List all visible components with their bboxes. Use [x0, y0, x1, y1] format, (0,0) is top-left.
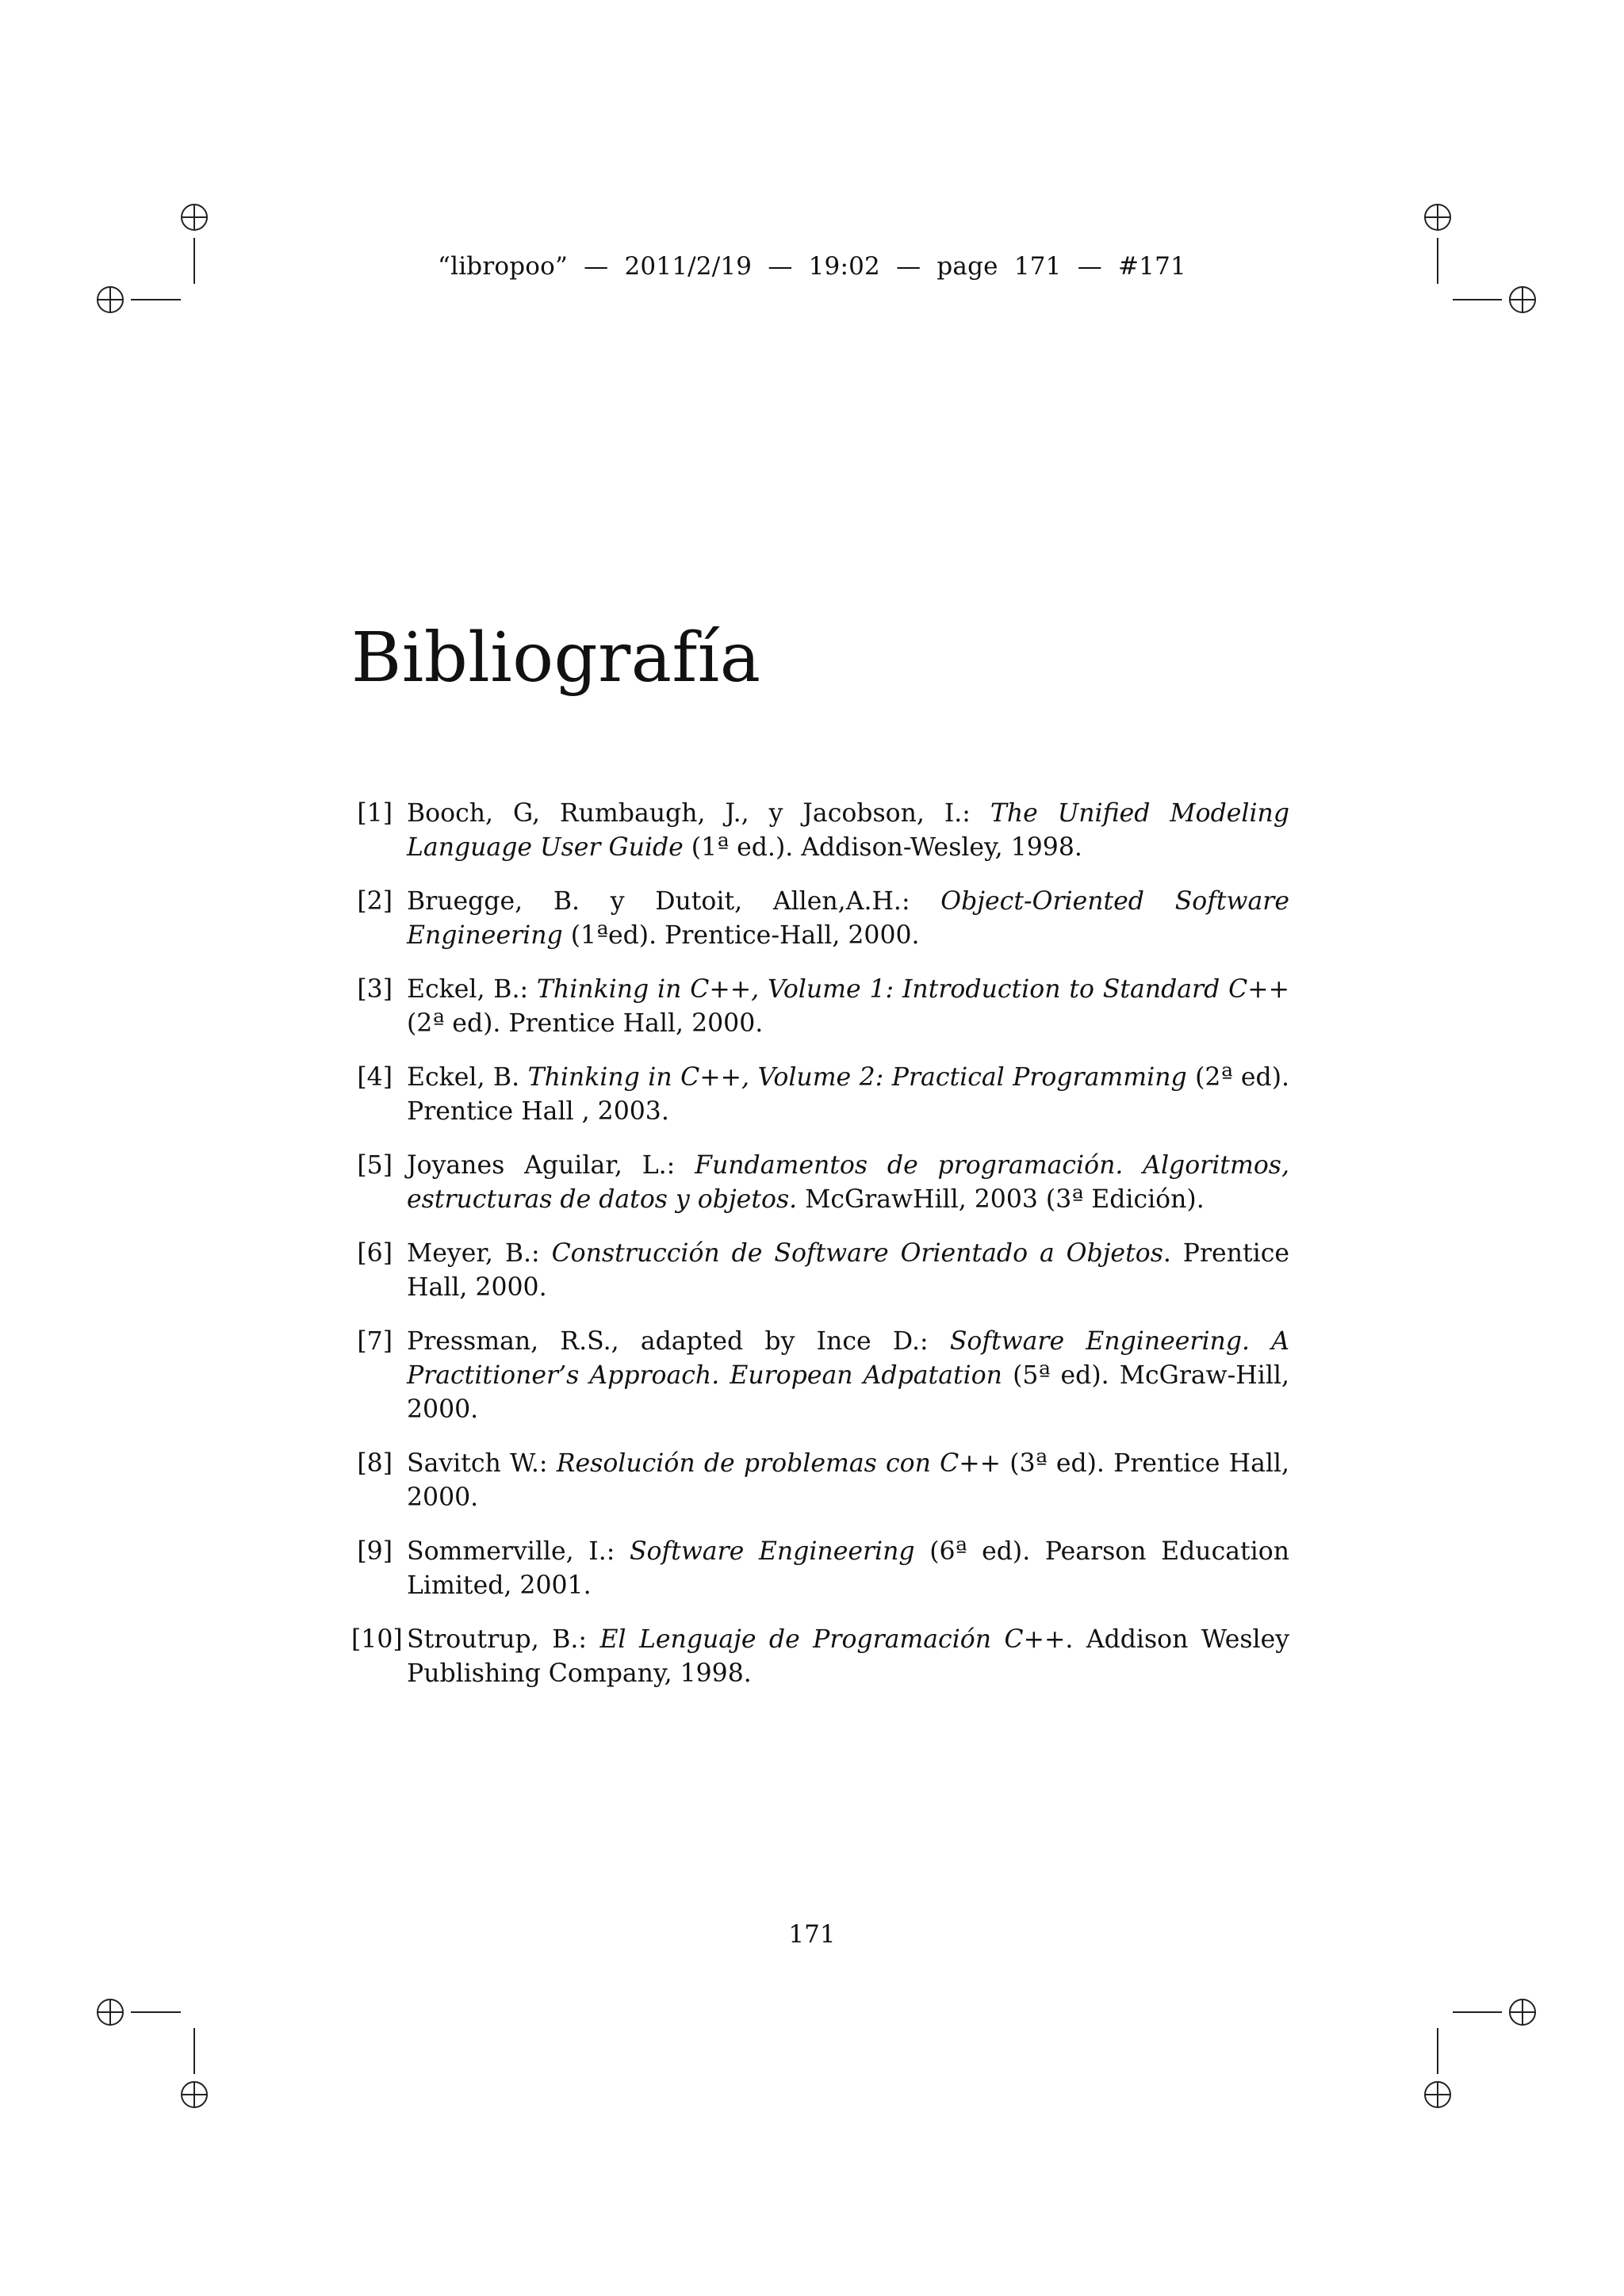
bibliography-entry-segment: Sommerville, I.: [407, 1537, 630, 1566]
bibliography-entry [351, 1535, 1289, 1603]
bibliography-entry-segment: McGrawHill, 2003 (3ª Edición). [797, 1185, 1205, 1214]
bibliography-entry-segment: Eckel, B.: [407, 975, 537, 1004]
registration-mark-bottom-left [98, 1999, 207, 2107]
bibliography-entry [351, 1237, 1289, 1305]
bibliography-entry-label: [2] [357, 887, 393, 916]
bibliography-entry-text [407, 1063, 1289, 1126]
bibliography-entry [351, 885, 1289, 953]
bibliography-entry-title: Object-Oriented Software Engineering [407, 887, 1289, 950]
bibliography-entry-segment: Savitch W.: [407, 1449, 557, 1478]
bibliography-entry-segment: (2ª ed). Prentice Hall , 2003. [407, 1063, 1289, 1126]
bibliography-entry-segment: Bruegge, B. y Dutoit, Allen,A.H.: [407, 887, 941, 916]
bibliography-entry-label: [6] [357, 1239, 393, 1268]
bibliography-entry-segment: Meyer, B.: [407, 1239, 552, 1268]
bibliography-entry-segment: Eckel, B. [407, 1063, 528, 1092]
bibliography-list [351, 797, 1289, 1711]
running-head: “libropoo” — 2011/2/19 — 19:02 — page 171 — #171 [438, 252, 1186, 281]
bibliography-entry-text [407, 1239, 1289, 1302]
bibliography-entry-label: [7] [357, 1327, 393, 1356]
bibliography-entry [351, 797, 1289, 865]
bibliography-entry [351, 1447, 1289, 1515]
bibliography-entry-label: [4] [357, 1063, 393, 1092]
bibliography-entry-segment: Pressman, R.S., adapted by Ince D.: [407, 1327, 950, 1356]
bibliography-entry-title: Thinking in C++, Volume 1: Introduction to Standard C++ [536, 975, 1289, 1004]
bibliography-entry [351, 1061, 1289, 1129]
bibliography-entry-segment: (6ª ed). Pearson Education Limited, 2001. [407, 1537, 1289, 1600]
bibliography-entry-text [407, 975, 1289, 1038]
bibliography-entry-label: [9] [357, 1537, 393, 1566]
bibliography-entry-segment: Joyanes Aguilar, L.: [407, 1151, 695, 1180]
bibliography-entry-title: Thinking in C++, Volume 2: Practical Programming [527, 1063, 1187, 1092]
bibliography-entry [351, 1623, 1289, 1691]
bibliography-entry-segment: (5ª ed). McGraw-Hill, 2000. [407, 1361, 1289, 1424]
bibliography-entry [351, 1325, 1289, 1427]
bibliography-entry-title: Software Engineering [629, 1537, 915, 1566]
bibliography-entry-title: The Unified Modeling Language User Guide [407, 799, 1289, 862]
bibliography-entry-label: [3] [357, 975, 393, 1004]
registration-mark-bottom-right [1425, 1999, 1535, 2107]
bibliography-entry-label: [1] [357, 799, 393, 828]
bibliography-entry-segment: Booch, G, Rumbaugh, J., y Jacobson, I.: [407, 799, 990, 828]
chapter-title: Bibliografía [351, 618, 761, 698]
bibliography-entry-text [407, 1327, 1289, 1424]
bibliography-entry-title: Software Engineering. A Practitioner’s Approach. European Adpatation [407, 1327, 1289, 1390]
bibliography-entry-segment: (1ª ed.). Addison-Wesley, 1998. [683, 833, 1082, 862]
bibliography-entry-text [407, 1537, 1289, 1600]
bibliography-entry-title: El Lenguaje de Programación C++ [599, 1625, 1066, 1654]
bibliography-entry-title: Resolución de problemas con C++ [556, 1449, 1002, 1478]
bibliography-entry-text [407, 1151, 1289, 1214]
bibliography-entry-label: [10] [351, 1625, 403, 1654]
bibliography-entry [351, 1149, 1289, 1217]
bibliography-entry-segment: (3ª ed). Prentice Hall, 2000. [407, 1449, 1290, 1512]
bibliography-entry [351, 973, 1289, 1041]
bibliography-entry-segment: . Prentice Hall, 2000. [407, 1239, 1289, 1302]
page-number: 171 [788, 1920, 836, 1949]
bibliography-entry-segment: (1ªed). Prentice-Hall, 2000. [562, 921, 920, 950]
bibliography-entry-title: Construcción de Software Orientado a Objetos [551, 1239, 1163, 1268]
bibliography-entry-text [407, 887, 1289, 950]
bibliography-entry-label: [5] [357, 1151, 393, 1180]
bibliography-entry-text [407, 1625, 1289, 1688]
bibliography-entry-text [407, 799, 1289, 862]
bibliography-entry-title: Fundamentos de programación. Algoritmos, estructuras de datos y objetos. [407, 1151, 1289, 1214]
bibliography-entry-text [407, 1449, 1289, 1512]
bibliography-entry-label: [8] [357, 1449, 393, 1478]
bibliography-entry-segment: Stroutrup, B.: [407, 1625, 600, 1654]
bibliography-entry-segment: (2ª ed). Prentice Hall, 2000. [407, 1009, 764, 1038]
bibliography-entry-segment: . Addison Wesley Publishing Company, 1998. [407, 1625, 1290, 1688]
